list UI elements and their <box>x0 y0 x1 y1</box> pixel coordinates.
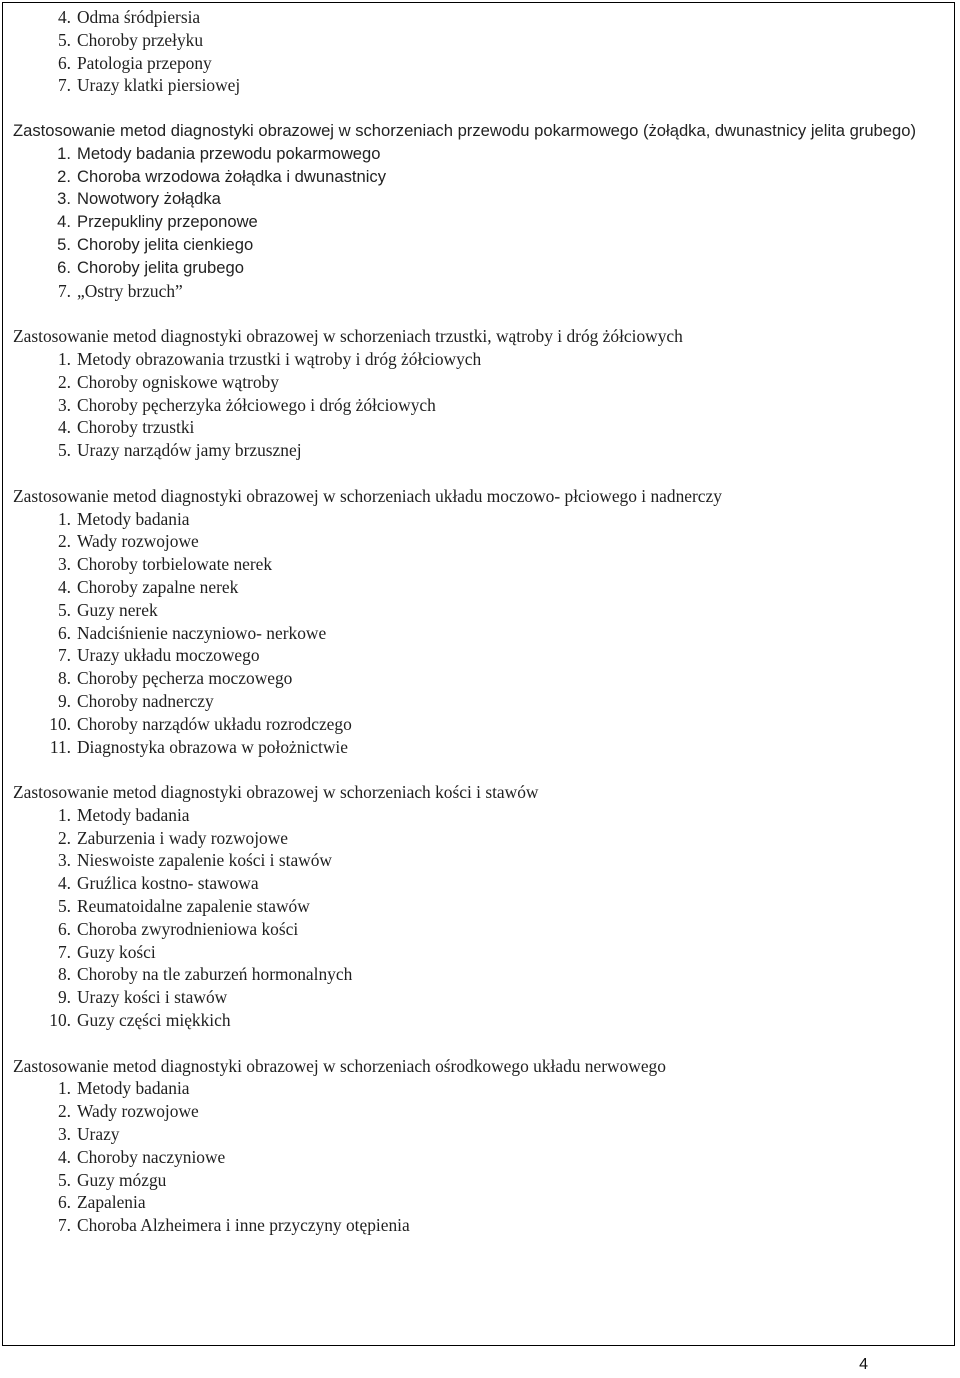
list-item <box>13 1100 951 1123</box>
list-item-number: 4. <box>57 1146 71 1167</box>
list-item-text: Choroby torbielowate nerek <box>77 554 273 575</box>
list-item-text: „Ostry brzuch” <box>77 280 183 301</box>
list-item-number: 4. <box>57 212 71 232</box>
list-item <box>13 394 951 417</box>
list-item <box>13 6 951 29</box>
list-item-number: 10. <box>49 713 71 734</box>
list-item-text: Choroby naczyniowe <box>77 1146 226 1167</box>
list-item-number: 2. <box>57 531 71 552</box>
list-item-text: Gruźlica kostno- stawowa <box>77 873 259 894</box>
list-item <box>13 895 951 918</box>
list-item-number: 1. <box>57 1078 71 1099</box>
list-item-number: 9. <box>57 987 71 1008</box>
list-item <box>13 667 951 690</box>
list-item-text: Metody badania <box>77 508 190 529</box>
list-item-number: 1. <box>57 804 71 825</box>
list-item-number: 6. <box>57 52 71 73</box>
page-frame <box>2 2 955 1346</box>
list-item-number: 1. <box>57 508 71 529</box>
list-item-text: Choroby pęcherzyka żółciowego i dróg żółciowych <box>77 394 436 415</box>
list-item-number: 7. <box>57 280 71 301</box>
list-item <box>13 348 951 371</box>
list-item <box>13 941 951 964</box>
list-item-text: Choroby ogniskowe wątroby <box>77 371 279 392</box>
list-item <box>13 827 951 850</box>
list-item <box>13 143 951 166</box>
list-item-text: Odma śródpiersia <box>77 7 201 27</box>
list-item-text: Choroba Alzheimera i inne przyczyny otępienia <box>77 1215 410 1236</box>
list-item-text: Zaburzenia i wady rozwojowe <box>77 827 289 848</box>
list-item-text: Zapalenia <box>77 1192 146 1213</box>
list-item-text: Urazy układu moczowego <box>77 645 260 666</box>
list-item <box>13 599 951 622</box>
document-body <box>13 6 951 1237</box>
list-item <box>13 257 951 280</box>
list-item-text: Guzy części miękkich <box>77 1010 231 1031</box>
list-item <box>13 74 951 97</box>
list-item-number: 7. <box>57 645 71 666</box>
list-item-text: Diagnostyka obrazowa w położnictwie <box>77 736 348 757</box>
list-item-text: Urazy <box>77 1124 120 1145</box>
list-item <box>13 576 951 599</box>
list-item <box>13 1077 951 1100</box>
list-item <box>13 622 951 645</box>
list-item-number: 1. <box>57 143 71 163</box>
list-item-text: Guzy nerek <box>77 599 158 620</box>
list-item-number: 3. <box>57 850 71 871</box>
list-item-text: Patologia przepony <box>77 52 212 73</box>
list-item-text: Choroba wrzodowa żołądka i dwunastnicy <box>77 166 386 186</box>
list-item-number: 6. <box>57 1192 71 1213</box>
list-item-text: Choroby zapalne nerek <box>77 576 239 597</box>
list-item <box>13 508 951 531</box>
list-item <box>13 713 951 736</box>
list-item-number: 6. <box>57 257 71 277</box>
list-item-text: Urazy narządów jamy brzusznej <box>77 440 302 461</box>
list-item-number: 4. <box>57 873 71 894</box>
list-item <box>13 872 951 895</box>
list-item-text: Wady rozwojowe <box>77 531 199 552</box>
list-item-number: 5. <box>57 234 71 254</box>
list-item <box>13 280 951 303</box>
list-item-number: 5. <box>57 896 71 917</box>
list-item-text: Choroby przełyku <box>77 29 204 50</box>
list-item <box>13 553 951 576</box>
list-item-text: Guzy mózgu <box>77 1169 167 1190</box>
list-item <box>13 188 951 211</box>
list-item <box>13 1146 951 1169</box>
list-item-text: Metody badania <box>77 1078 190 1099</box>
list-item-number: 7. <box>57 1215 71 1236</box>
list-item-number: 8. <box>57 964 71 985</box>
list-item-number: 6. <box>57 918 71 939</box>
list-item-text: Urazy klatki piersiowej <box>77 75 241 96</box>
list-item-text: Nieswoiste zapalenie kości i stawów <box>77 850 332 871</box>
list-item <box>13 166 951 189</box>
list-item <box>13 963 951 986</box>
list-item-text: Nowotwory żołądka <box>77 189 221 209</box>
list-item <box>13 234 951 257</box>
list-item-text: Wady rozwojowe <box>77 1101 199 1122</box>
list-item-text: Metody badania przewodu pokarmowego <box>77 143 381 163</box>
list-item-number: 9. <box>57 690 71 711</box>
list-item <box>13 416 951 439</box>
list-item-number: 6. <box>57 622 71 643</box>
list-item-number: 2. <box>57 1101 71 1122</box>
list-item-number: 1. <box>57 348 71 369</box>
list-item-number: 4. <box>57 7 71 27</box>
list-item-text: Choroby jelita grubego <box>77 257 244 277</box>
list-item-number: 7. <box>57 75 71 96</box>
list-item-text: Choroby narządów układu rozrodczego <box>77 713 352 734</box>
list-item-text: Metody obrazowania trzustki i wątroby i dróg żółciowych <box>77 348 482 369</box>
list-item-text: Nadciśnienie naczyniowo- nerkowe <box>77 622 327 643</box>
section-heading: Zastosowanie metod diagnostyki obrazowej w schorzeniach kości i stawów <box>13 782 539 803</box>
list-item-number: 8. <box>57 668 71 689</box>
list-item-text: Metody badania <box>77 804 190 825</box>
list-item-number: 3. <box>57 1124 71 1145</box>
list-item <box>13 52 951 75</box>
list-item-text: Choroby trzustki <box>77 417 195 438</box>
list-item-number: 3. <box>57 189 71 209</box>
list-item-text: Reumatoidalne zapalenie stawów <box>77 896 310 917</box>
list-item <box>13 918 951 941</box>
list-item <box>13 986 951 1009</box>
section-heading: Zastosowanie metod diagnostyki obrazowej w schorzeniach układu moczowo- płciowego i nadnerczy <box>13 485 722 506</box>
list-item-number: 10. <box>49 1010 71 1031</box>
list-item <box>13 804 951 827</box>
list-item <box>13 736 951 759</box>
list-item <box>13 1169 951 1192</box>
list-item <box>13 439 951 462</box>
list-item-number: 5. <box>57 29 71 50</box>
list-item-number: 2. <box>57 166 71 186</box>
list-item <box>13 1214 951 1237</box>
section-heading: Zastosowanie metod diagnostyki obrazowej w schorzeniach przewodu pokarmowego (żołądka, dwunastnicy jelita grubego) <box>13 120 916 140</box>
list-item-number: 11. <box>49 736 71 757</box>
list-item-number: 5. <box>57 440 71 461</box>
list-item <box>13 211 951 234</box>
list-item-number: 3. <box>57 394 71 415</box>
list-item-text: Choroby na tle zaburzeń hormonalnych <box>77 964 353 985</box>
list-item-text: Choroby jelita cienkiego <box>77 234 254 254</box>
list-item-number: 7. <box>57 941 71 962</box>
list-item <box>13 1191 951 1214</box>
list-item-number: 5. <box>57 1169 71 1190</box>
list-item-number: 2. <box>57 827 71 848</box>
list-item-number: 3. <box>57 554 71 575</box>
list-item-text: Przepukliny przeponowe <box>77 212 258 232</box>
list-item-text: Choroby nadnerczy <box>77 690 214 711</box>
list-item <box>13 849 951 872</box>
list-item-text: Guzy kości <box>77 941 156 962</box>
list-item <box>13 1123 951 1146</box>
list-item-text: Urazy kości i stawów <box>77 987 228 1008</box>
list-item-text: Choroby pęcherza moczowego <box>77 668 293 689</box>
list-item <box>13 690 951 713</box>
list-item <box>13 530 951 553</box>
section-heading: Zastosowanie metod diagnostyki obrazowej w schorzeniach ośrodkowego układu nerwowego <box>13 1055 666 1076</box>
list-item <box>13 1009 951 1032</box>
page-number: 4 <box>859 1356 868 1373</box>
list-item <box>13 644 951 667</box>
list-item-text: Choroba zwyrodnieniowa kości <box>77 918 299 939</box>
section-heading: Zastosowanie metod diagnostyki obrazowej w schorzeniach trzustki, wątroby i dróg żółciowych <box>13 326 683 347</box>
list-item-number: 4. <box>57 417 71 438</box>
list-item-number: 5. <box>57 599 71 620</box>
list-item <box>13 29 951 52</box>
list-item-number: 4. <box>57 576 71 597</box>
list-item <box>13 371 951 394</box>
list-item-number: 2. <box>57 371 71 392</box>
